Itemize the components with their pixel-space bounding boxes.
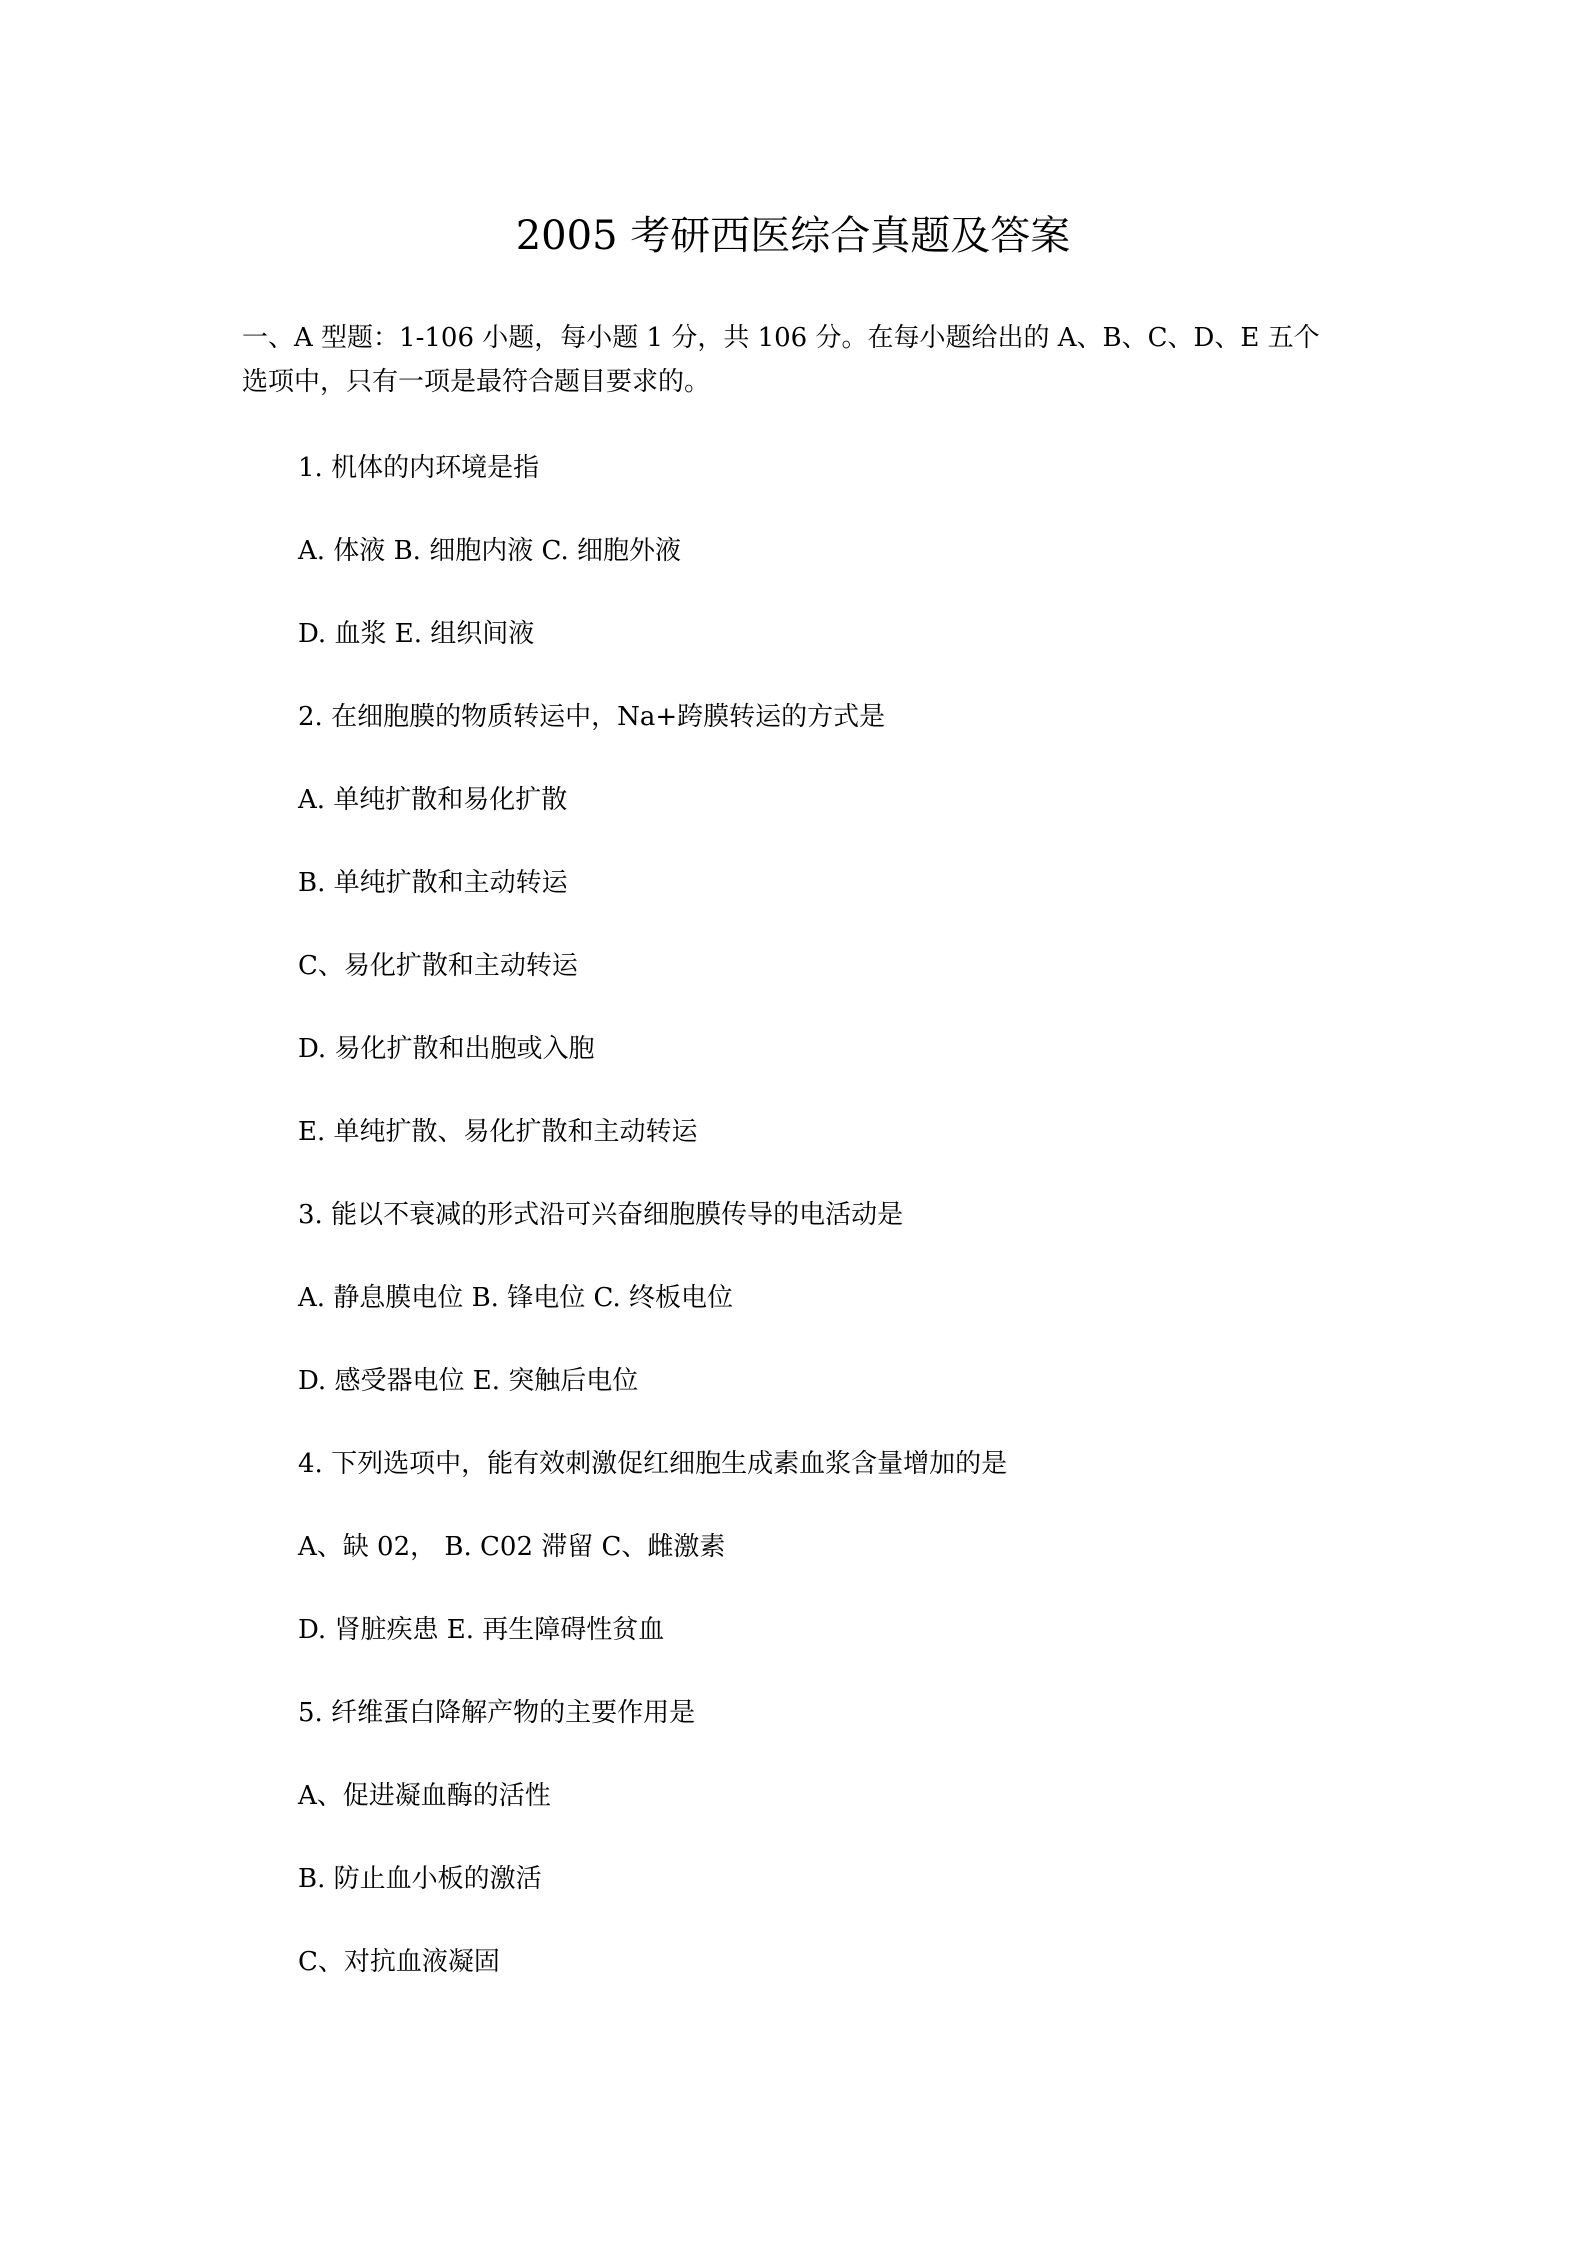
question-5-stem: 5. 纤维蛋白降解产物的主要作用是 xyxy=(298,1698,696,1728)
question-2-stem: 2. 在细胞膜的物质转运中，Na+跨膜转运的方式是 xyxy=(298,702,886,732)
section-intro-line-1: 一、A 型题：1-106 小题，每小题 1 分，共 106 分。在每小题给出的 A、B、C、D、E 五个 xyxy=(242,323,1320,353)
question-3-options-d-e: D. 感受器电位 E. 突触后电位 xyxy=(298,1366,639,1396)
question-3-stem: 3. 能以不衰减的形式沿可兴奋细胞膜传导的电活动是 xyxy=(298,1200,904,1230)
section-intro-line-2: 选项中，只有一项是最符合题目要求的。 xyxy=(242,367,711,397)
question-1-options-d-e: D. 血浆 E. 组织间液 xyxy=(298,619,535,649)
question-5-option-b: B. 防止血小板的激活 xyxy=(298,1864,542,1894)
question-2-option-d: D. 易化扩散和出胞或入胞 xyxy=(298,1034,595,1064)
question-2-option-c: C、易化扩散和主动转运 xyxy=(298,951,578,981)
document-title: 2005 考研西医综合真题及答案 xyxy=(515,213,1071,259)
question-1-options-a-c: A. 体液 B. 细胞内液 C. 细胞外液 xyxy=(298,536,681,566)
section-intro xyxy=(242,316,1362,404)
question-4-stem: 4. 下列选项中，能有效刺激促红细胞生成素血浆含量增加的是 xyxy=(298,1449,1008,1479)
question-4-options-d-e: D. 肾脏疾患 E. 再生障碍性贫血 xyxy=(298,1615,665,1645)
question-2-option-a: A. 单纯扩散和易化扩散 xyxy=(298,785,568,815)
question-4-options-a-c: A、缺 02， B. C02 滞留 C、雌激素 xyxy=(298,1532,726,1562)
question-5-option-c: C、对抗血液凝固 xyxy=(298,1947,500,1977)
question-2-option-b: B. 单纯扩散和主动转运 xyxy=(298,868,568,898)
question-1-stem: 1. 机体的内环境是指 xyxy=(298,453,540,483)
question-5-option-a: A、促进凝血酶的活性 xyxy=(298,1781,551,1811)
question-3-options-a-c: A. 静息膜电位 B. 锋电位 C. 终板电位 xyxy=(298,1283,733,1313)
question-2-option-e: E. 单纯扩散、易化扩散和主动转运 xyxy=(298,1117,698,1147)
